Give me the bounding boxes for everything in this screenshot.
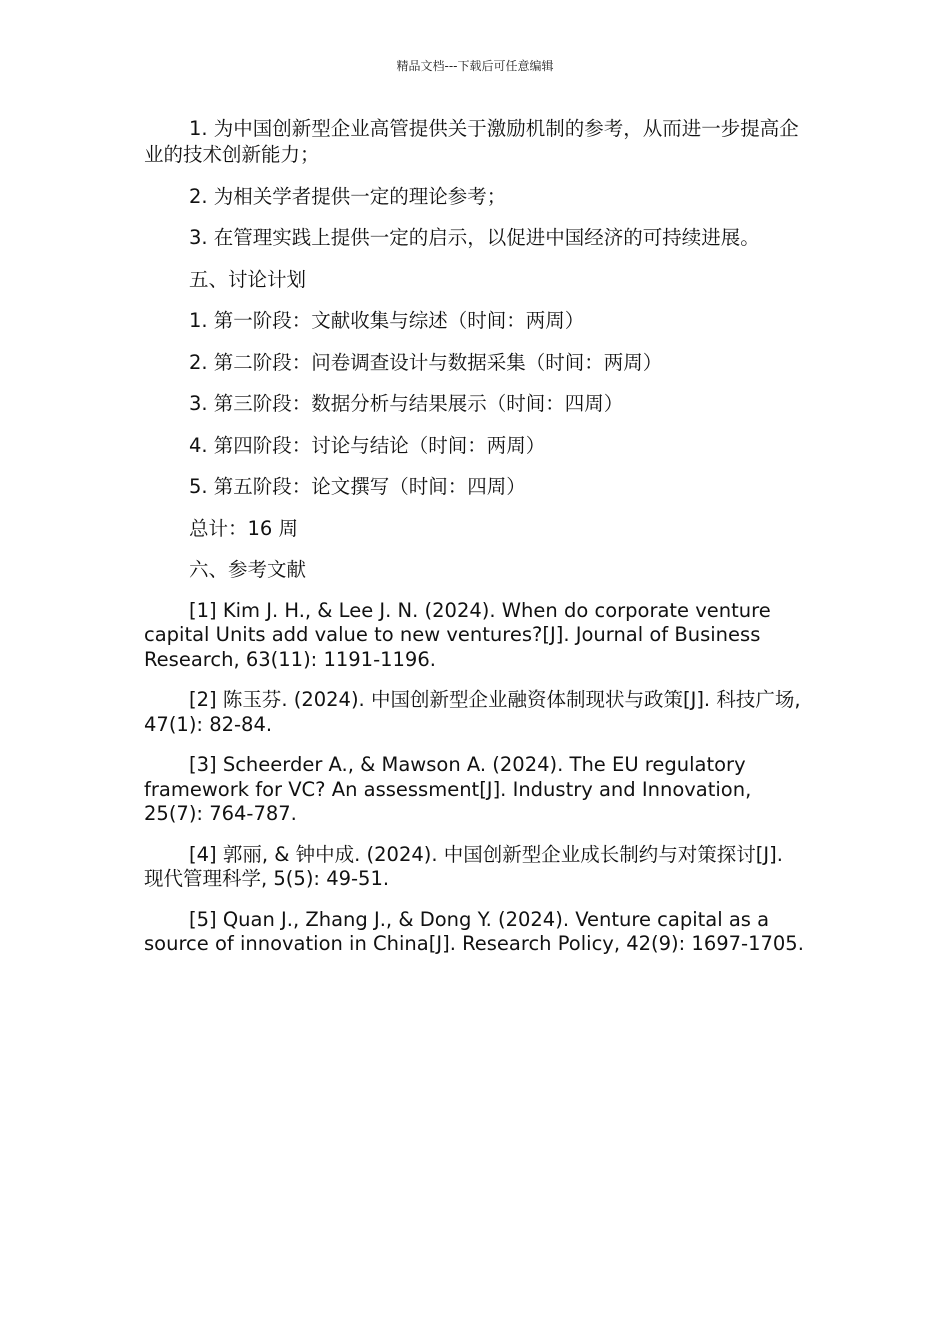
document-body xyxy=(144,116,804,973)
plan-total: 总计：16 周 xyxy=(189,516,299,540)
page-header: 精品文档---下载后可任意编辑 xyxy=(396,59,554,73)
reference-item-5: [5] Quan J., Zhang J., & Dong Y. (2024). Venture capital as a source of innovation in China[J]. Research Policy, 42(9): 1697-1705. xyxy=(144,907,804,955)
plan-item-3: 3. 第三阶段：数据分析与结果展示（时间：四周） xyxy=(189,392,624,415)
section-heading-references: 六、参考文献 xyxy=(189,558,307,581)
plan-item-5: 5. 第五阶段：论文撰写（时间：四周） xyxy=(189,475,526,498)
reference-item-4: [4] 郭丽, & 钟中成. (2024). 中国创新型企业成长制约与对策探讨[J]. 现代管理科学, 5(5): 49-51. xyxy=(144,842,783,890)
reference-item-1: [1] Kim J. H., & Lee J. N. (2024). When do corporate venture capital Units add value to new ventures?[J]. Journal of Business Research, 63(11): 1191-1196. xyxy=(144,598,771,671)
reference-item-3: [3] Scheerder A., & Mawson A. (2024). The EU regulatory framework for VC? An assessment[J]. Industry and Innovation, 25(7): 764-787. xyxy=(144,753,752,825)
section-heading-research-plan: 五、讨论计划 xyxy=(189,267,307,291)
plan-item-1: 1. 第一阶段：文献收集与综述（时间：两周） xyxy=(189,309,585,332)
purpose-item-2: 2. 为相关学者提供一定的理论参考； xyxy=(189,184,507,208)
purpose-item-3: 3. 在管理实践上提供一定的启示，以促进中国经济的可持续进展。 xyxy=(189,226,760,249)
reference-item-2: [2] 陈玉芬. (2024). 中国创新型企业融资体制现状与政策[J]. 科技广场, 47(1): 82-84. xyxy=(144,688,801,736)
plan-item-2: 2. 第二阶段：问卷调查设计与数据采集（时间：两周） xyxy=(189,350,663,374)
plan-item-4: 4. 第四阶段：讨论与结论（时间：两周） xyxy=(189,433,546,457)
purpose-item-1: 1. 为中国创新型企业高管提供关于激励机制的参考，从而进一步提高企业的技术创新能力； xyxy=(144,117,799,166)
